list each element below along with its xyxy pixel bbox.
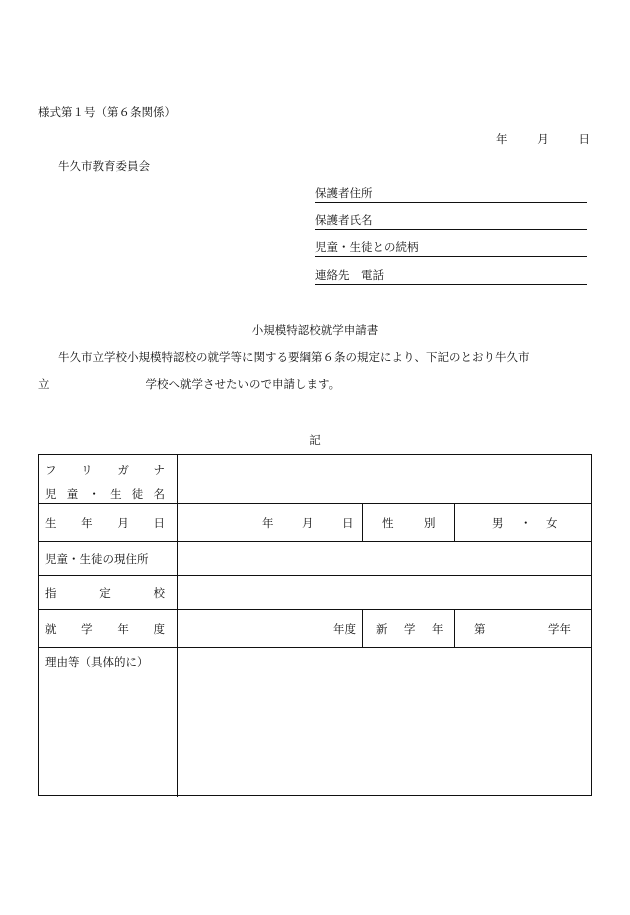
gender-select[interactable] bbox=[454, 504, 591, 541]
designated-school-input[interactable] bbox=[178, 576, 591, 609]
row-birthdate bbox=[39, 504, 591, 542]
guardian-address-label: 保護者住所 bbox=[315, 186, 373, 200]
row-current-address bbox=[39, 542, 591, 576]
application-date bbox=[496, 131, 590, 147]
birthdate-input[interactable] bbox=[178, 504, 362, 541]
guardian-name-field[interactable] bbox=[315, 211, 587, 230]
birthdate-label-cell bbox=[39, 504, 178, 541]
row-designated-school bbox=[39, 576, 591, 610]
guardian-relationship-label: 児童・生徒との続柄 bbox=[315, 240, 419, 254]
enroll-year-label-cell bbox=[39, 610, 178, 647]
form-number: 様式第１号（第６条関係） bbox=[38, 105, 176, 119]
reason-label: 理由等（具体的に） bbox=[45, 655, 149, 669]
gender-label-cell bbox=[362, 504, 454, 541]
guardian-contact-label: 連絡先 電話 bbox=[315, 268, 384, 282]
enroll-year-input[interactable] bbox=[178, 610, 362, 647]
gender-separator: ・ bbox=[520, 515, 532, 530]
designated-school-label: 指 定 校 bbox=[45, 585, 165, 600]
current-address-label-cell bbox=[39, 542, 178, 575]
new-grade-label-1: 新 bbox=[376, 621, 388, 636]
new-grade-label-3: 年 bbox=[432, 621, 444, 636]
addressee: 牛久市教育委員会 bbox=[58, 159, 150, 173]
enroll-year-label: 就 学 年 度 bbox=[45, 621, 165, 636]
reason-label-cell bbox=[39, 648, 178, 797]
document-title: 小規模特認校就学申請書 bbox=[251, 323, 379, 337]
row-student-name bbox=[39, 455, 591, 504]
furigana-label: フ リ ガ ナ bbox=[45, 463, 165, 477]
date-month: 月 bbox=[537, 132, 549, 146]
grade-suffix: 学年 bbox=[548, 621, 571, 636]
date-day: 日 bbox=[578, 132, 590, 146]
designated-school-label-cell bbox=[39, 576, 178, 609]
student-name-label-cell bbox=[39, 455, 178, 503]
grade-prefix: 第 bbox=[474, 621, 486, 636]
body-text-line2 bbox=[38, 376, 340, 392]
birth-month-unit: 月 bbox=[302, 515, 314, 530]
current-address-input[interactable] bbox=[178, 542, 591, 575]
student-name-input[interactable] bbox=[178, 455, 591, 503]
birth-year-unit: 年 bbox=[262, 515, 274, 530]
reason-input[interactable] bbox=[178, 648, 591, 797]
body-text-line2-start: 立 bbox=[38, 377, 50, 391]
gender-label-1: 性 bbox=[382, 515, 394, 530]
new-grade-label-2: 学 bbox=[404, 621, 416, 636]
date-year: 年 bbox=[496, 132, 508, 146]
current-address-label: 児童・生徒の現住所 bbox=[45, 551, 149, 566]
guardian-relationship-field[interactable] bbox=[315, 238, 587, 257]
birthdate-label: 生 年 月 日 bbox=[45, 515, 165, 530]
gender-male[interactable]: 男 bbox=[492, 515, 504, 530]
fiscal-year-suffix: 年度 bbox=[333, 621, 356, 636]
grade-input[interactable] bbox=[454, 610, 591, 647]
gender-label-2: 別 bbox=[424, 515, 436, 530]
guardian-contact-field[interactable] bbox=[315, 266, 587, 285]
guardian-address-field[interactable] bbox=[315, 184, 587, 203]
guardian-name-label: 保護者氏名 bbox=[315, 213, 373, 227]
ki-marker: 記 bbox=[309, 433, 321, 447]
gender-female[interactable]: 女 bbox=[546, 515, 558, 530]
body-text-line2-end: 学校へ就学させたいので申請します。 bbox=[145, 377, 341, 391]
row-reason bbox=[39, 648, 591, 797]
row-enroll-year bbox=[39, 610, 591, 648]
birth-day-unit: 日 bbox=[342, 515, 354, 530]
student-name-label: 児 童 ・ 生 徒 名 bbox=[45, 487, 165, 501]
body-text-line1: 牛久市立学校小規模特認校の就学等に関する要綱第６条の規定により、下記のとおり牛久市 bbox=[58, 350, 530, 364]
application-table bbox=[38, 454, 592, 796]
new-grade-label-cell bbox=[362, 610, 454, 647]
